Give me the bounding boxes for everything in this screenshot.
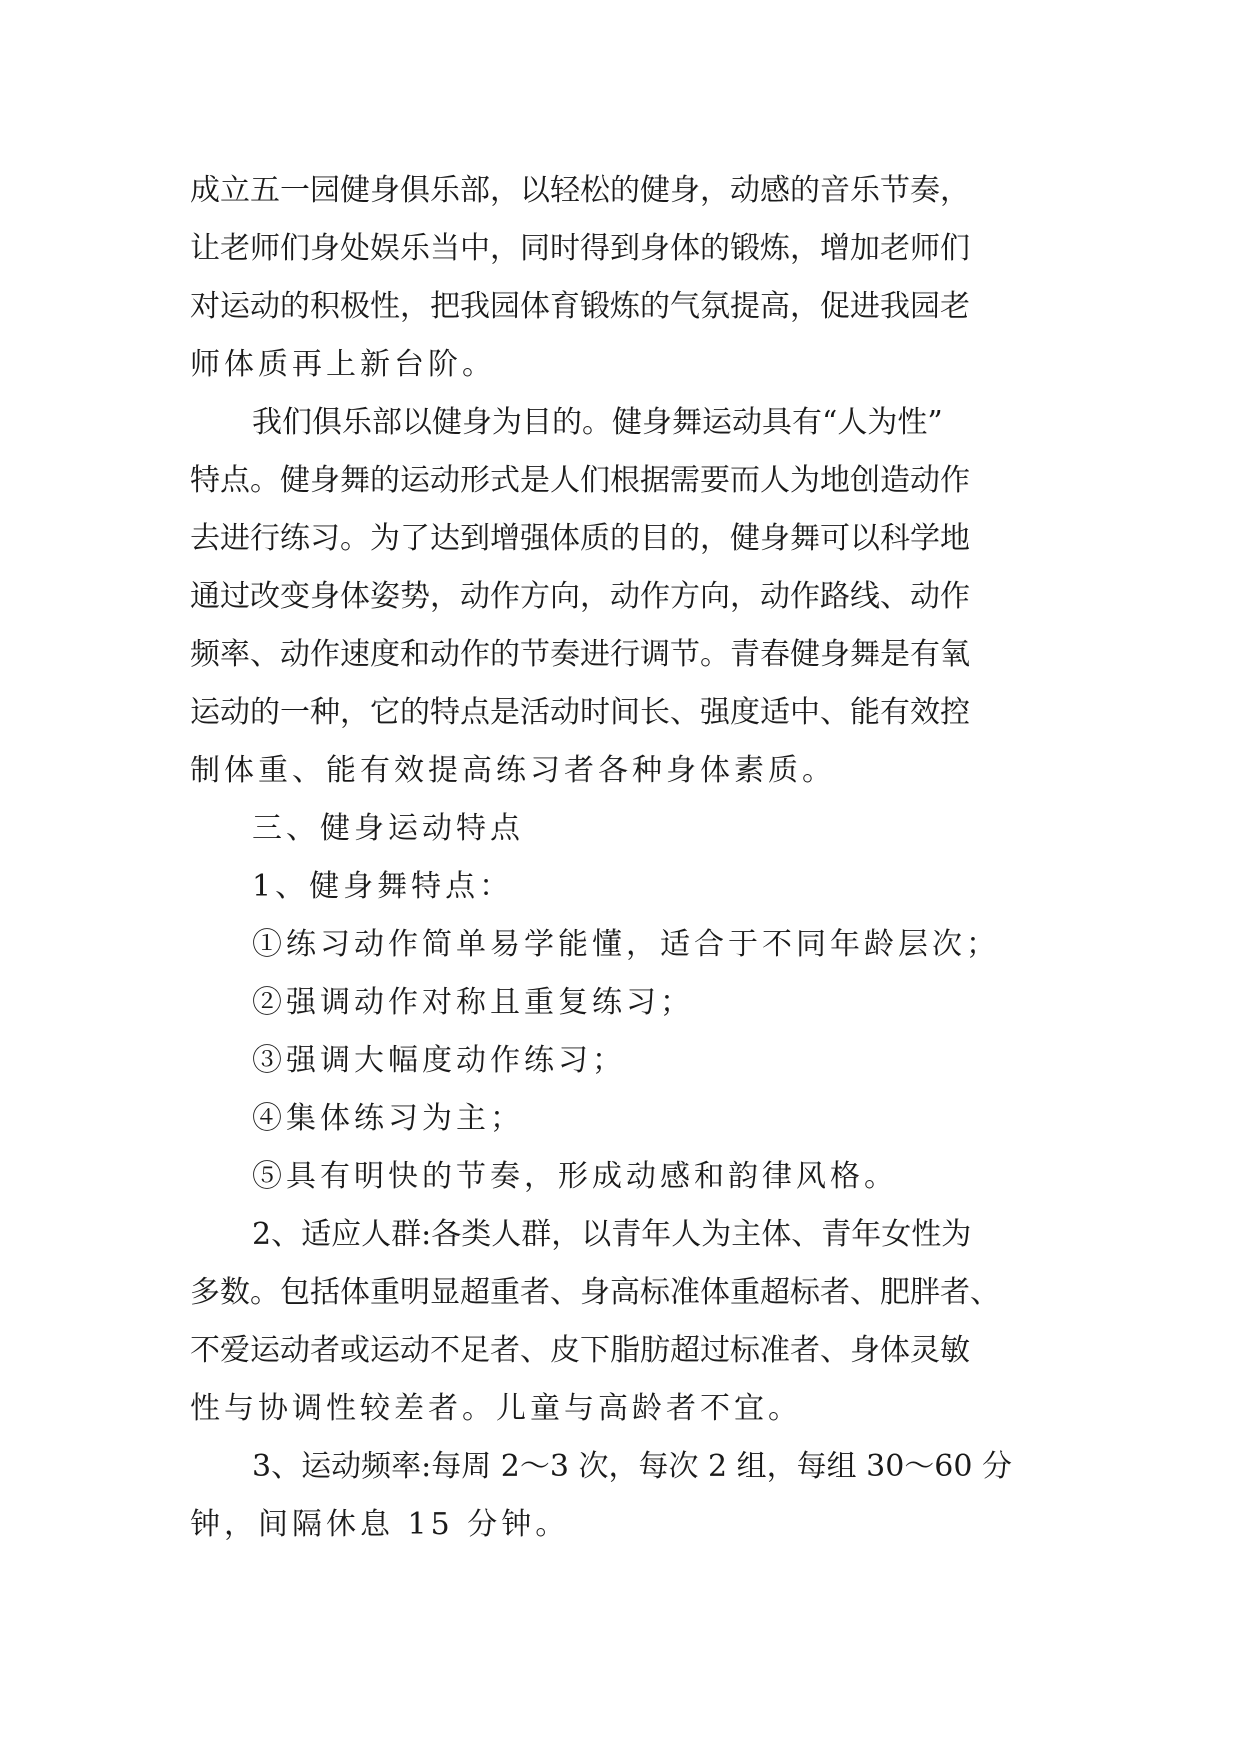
document-body bbox=[190, 162, 1050, 1554]
text-line: ⑤具有明快的节奏，形成动感和韵律风格。 bbox=[252, 1159, 898, 1194]
paragraph-s3 bbox=[190, 1438, 1050, 1554]
text-line: 钟，间隔休息 15 分钟。 bbox=[190, 1507, 570, 1542]
text-line: 性与协调性较差者。儿童与高龄者不宜。 bbox=[190, 1391, 802, 1426]
paragraph-s1 bbox=[190, 858, 1050, 916]
text-line: 去进行练习。为了达到增强体质的目的，健身舞可以科学地 bbox=[190, 521, 970, 556]
paragraph-i4 bbox=[190, 1090, 1050, 1148]
text-line: 3、运动频率:每周 2～3 次，每次 2 组，每组 30～60 分 bbox=[252, 1449, 1013, 1484]
paragraph-s2 bbox=[190, 1206, 1050, 1438]
text-line: 不爱运动者或运动不足者、皮下脂肪超过标准者、身体灵敏 bbox=[190, 1333, 970, 1368]
text-line: 通过改变身体姿势，动作方向，动作方向，动作路线、动作 bbox=[190, 579, 970, 614]
text-line: 三、健身运动特点 bbox=[252, 811, 524, 846]
paragraph-i2 bbox=[190, 974, 1050, 1032]
text-line: 2、适应人群:各类人群，以青年人为主体、青年女性为 bbox=[252, 1217, 972, 1252]
text-line: ③强调大幅度动作练习； bbox=[252, 1043, 626, 1078]
text-line: ①练习动作简单易学能懂，适合于不同年龄层次； bbox=[252, 927, 1000, 962]
paragraph-p1 bbox=[190, 162, 1050, 394]
text-line: 让老师们身处娱乐当中，同时得到身体的锻炼，增加老师们 bbox=[190, 231, 970, 266]
paragraph-i1 bbox=[190, 916, 1050, 974]
text-line: ②强调动作对称且重复练习； bbox=[252, 985, 694, 1020]
text-line: 运动的一种，它的特点是活动时间长、强度适中、能有效控 bbox=[190, 695, 970, 730]
paragraph-i3 bbox=[190, 1032, 1050, 1090]
text-line: 特点。健身舞的运动形式是人们根据需要而人为地创造动作 bbox=[190, 463, 970, 498]
paragraph-p2 bbox=[190, 394, 1050, 800]
text-line: ④集体练习为主； bbox=[252, 1101, 524, 1136]
text-line: 多数。包括体重明显超重者、身高标准体重超标者、肥胖者、 bbox=[190, 1275, 1000, 1310]
text-line: 制体重、能有效提高练习者各种身体素质。 bbox=[190, 753, 836, 788]
text-line: 频率、动作速度和动作的节奏进行调节。青春健身舞是有氧 bbox=[190, 637, 970, 672]
paragraph-h3 bbox=[190, 800, 1050, 858]
text-line: 我们俱乐部以健身为目的。健身舞运动具有“人为性” bbox=[252, 405, 943, 440]
text-line: 师体质再上新台阶。 bbox=[190, 347, 496, 382]
text-line: 成立五一园健身俱乐部，以轻松的健身，动感的音乐节奏， bbox=[190, 173, 970, 208]
paragraph-i5 bbox=[190, 1148, 1050, 1206]
text-line: 1、健身舞特点： bbox=[252, 869, 514, 904]
text-line: 对运动的积极性，把我园体育锻炼的气氛提高，促进我园老 bbox=[190, 289, 970, 324]
